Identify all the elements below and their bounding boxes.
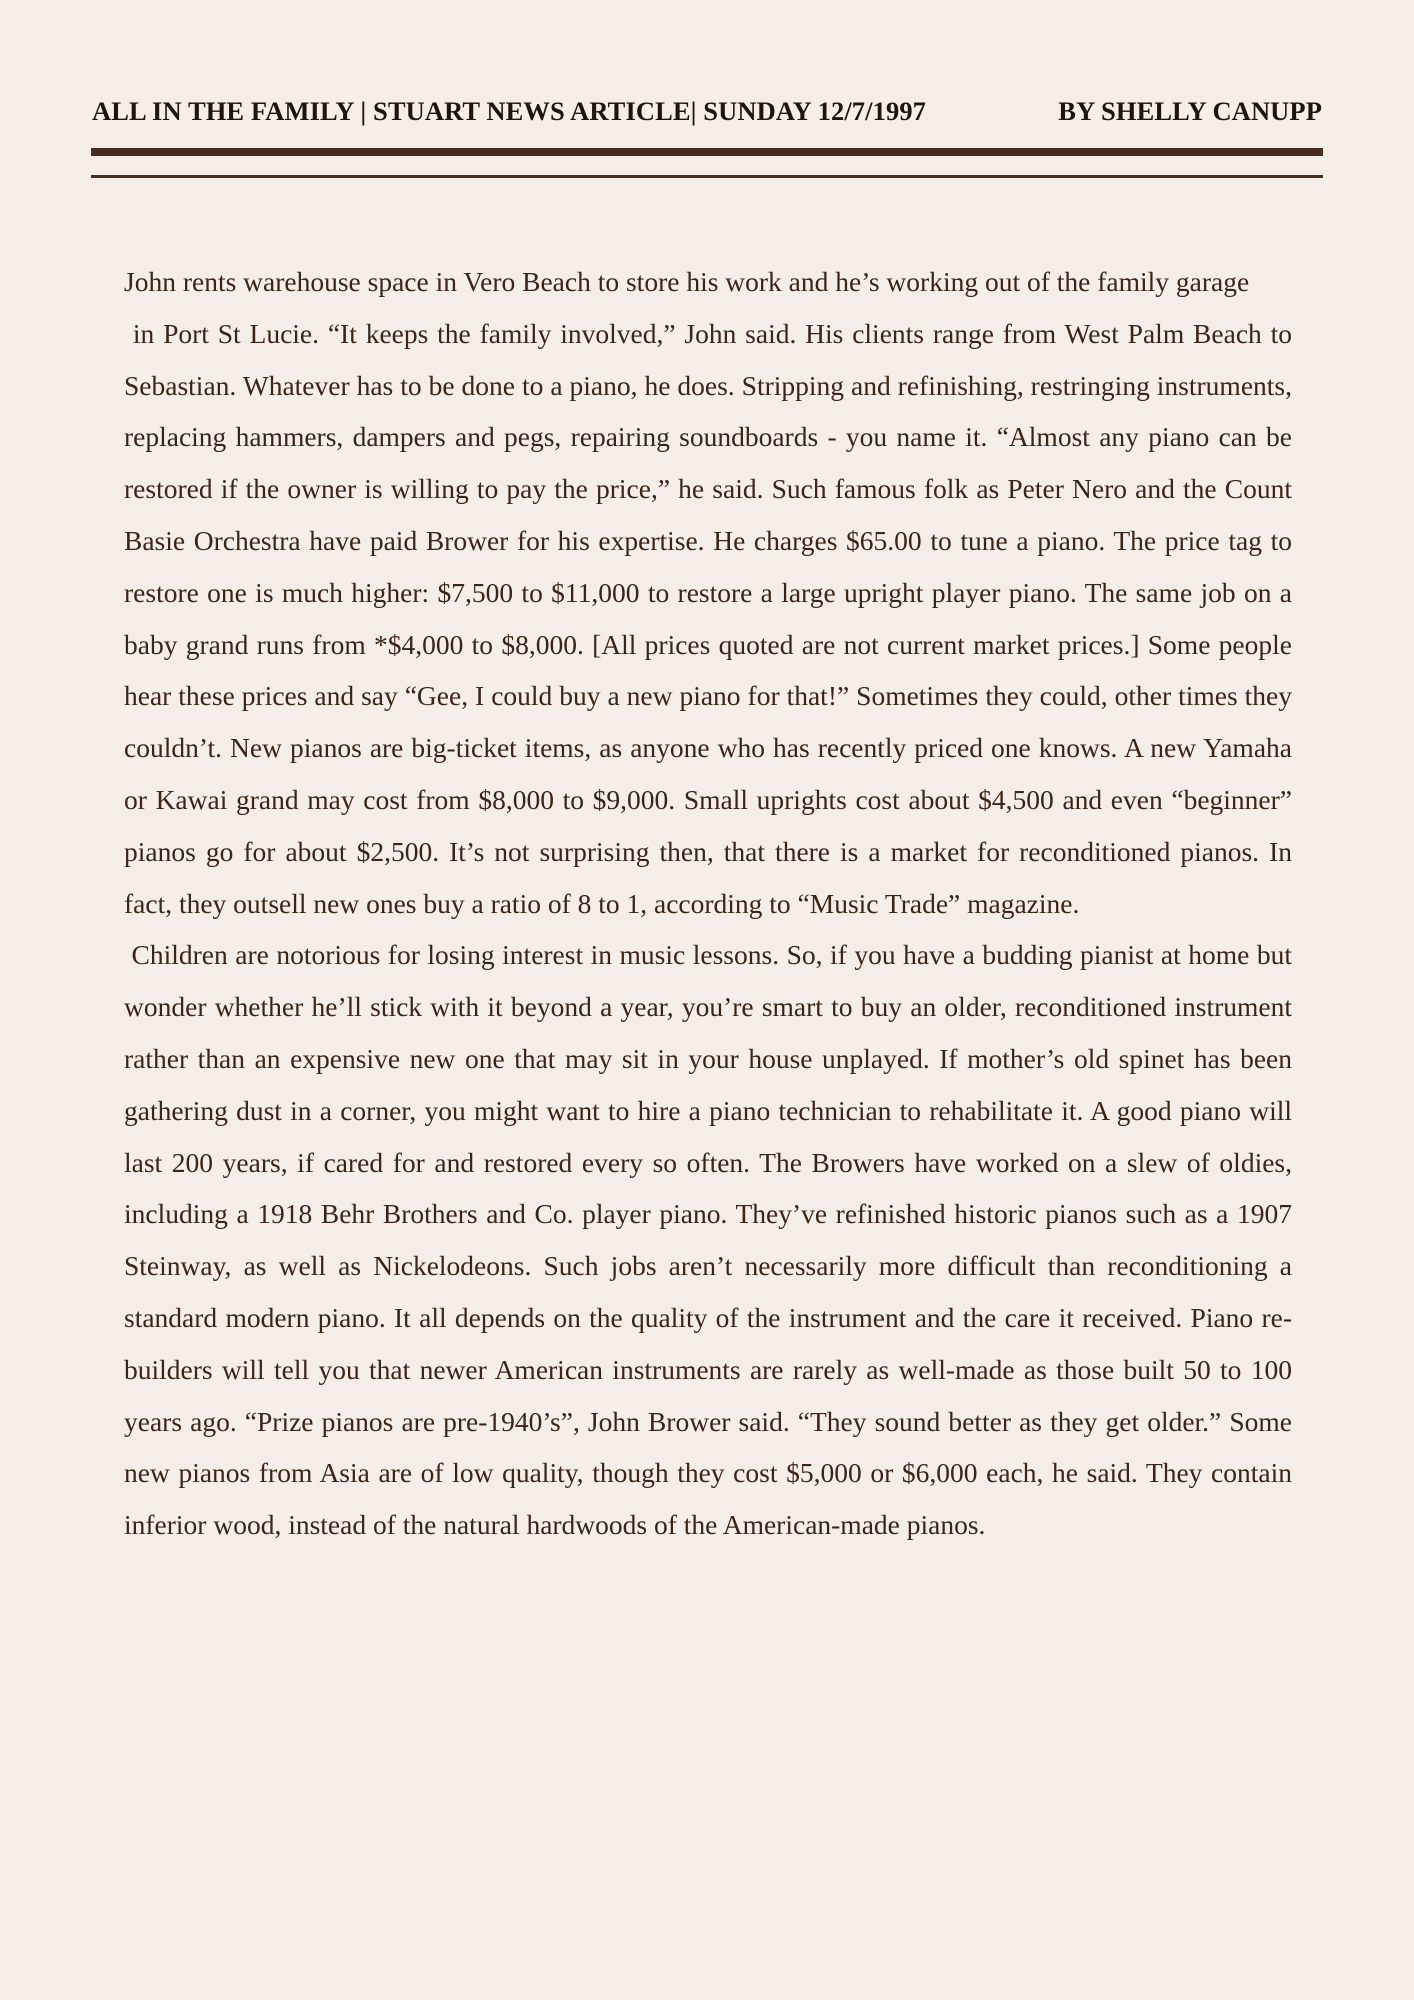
article-paragraph-3: Children are notorious for losing interest in music lessons. So, if you have a budding pianist at home but wonder whether he’ll stick with it beyond a year, you’re smart to buy an older, reconditioned instrument rather than an expensive new one that may sit in your house unplayed. If mother’s old spinet has been gathering dust in a corner, you might want to hire a piano technician to rehabilitate it. A good piano will last 200 years, if cared for and restored every so often. The Browers have worked on a slew of oldies, including a 1918 Behr Brothers and Co. player piano. They’ve refinished historic pianos such as a 1907 Steinway, as well as Nickelodeons. Such jobs aren’t necessarily more difficult than reconditioning a standard modern piano. It all depends on the quality of the instrument and the care it received. Piano re-builders will tell you that newer American instruments are rarely as well-made as those built 50 to 100 years ago. “Prize pianos are pre-1940’s”, John Brower said. “They sound better as they get older.” Some new pianos from Asia are of low quality, though they cost $5,000 or $6,000 each, he said. They contain inferior wood, instead of the natural hardwoods of the American-made pianos. xyxy=(124,939,1292,1541)
header-rule-thin xyxy=(91,175,1323,178)
article-body xyxy=(124,256,1292,1551)
article-paragraph-1: John rents warehouse space in Vero Beach to store his work and he’s working out of the family garage xyxy=(124,266,1250,297)
article-paragraph-2: in Port St Lucie. “It keeps the family involved,” John said. His clients range from West Palm Beach to Sebastian. Whatever has to be done to a piano, he does. Stripping and refinishing, restringing instruments, replacing hammers, dampers and pegs, repairing soundboards - you name it. “Almost any piano can be restored if the owner is willing to pay the price,” he said. Such famous folk as Peter Nero and the Count Basie Orchestra have paid Brower for his expertise. He charges $65.00 to tune a piano. The price tag to restore one is much higher: $7,500 to $11,000 to restore a large upright player piano. The same job on a baby grand runs from *$4,000 to $8,000. [All prices quoted are not current market prices.] Some people hear these prices and say “Gee, I could buy a new piano for that!” Sometimes they could, other times they couldn’t. New pianos are big-ticket items, as anyone who has recently priced one knows. A new Yamaha or Kawai grand may cost from $8,000 to $9,000. Small uprights cost about $4,500 and even “beginner” pianos go for about $2,500. It’s not surprising then, that there is a market for reconditioned pianos. In fact, they outsell new ones buy a ratio of 8 to 1, according to “Music Trade” magazine. xyxy=(124,317,1292,919)
header-byline: BY SHELLY CANUPP xyxy=(1058,96,1322,126)
page-header xyxy=(92,96,1322,132)
header-rule-thick xyxy=(91,148,1323,156)
header-title: ALL IN THE FAMILY | STUART NEWS ARTICLE| SUNDAY 12/7/1997 xyxy=(92,96,927,126)
